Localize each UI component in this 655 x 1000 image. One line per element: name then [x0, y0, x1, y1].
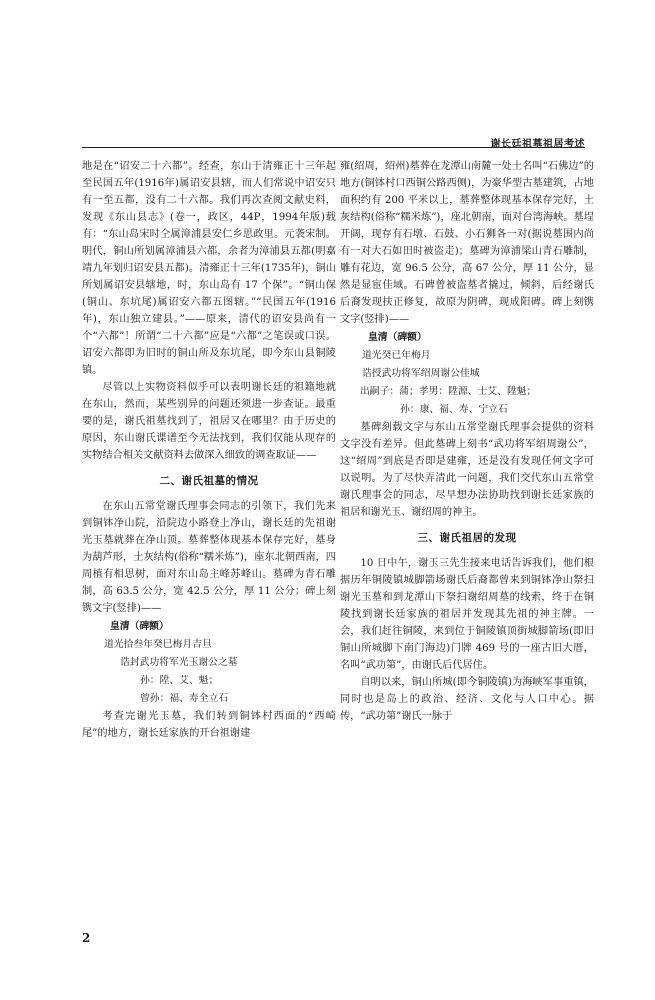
inscription-line: 曾孙：福、寿全立石 [140, 693, 229, 704]
inscription-block [340, 329, 594, 418]
header-rule [82, 147, 585, 148]
paragraph: 尽管以上实物资料似乎可以表明谢长廷的祖籍地就在东山，然而，某些别异的问题还须进一步查证。最重要的是，谢氏祖墓找到了，祖居又在哪里？由于历史的原因，东山谢氏谍谱至今无法找到，我们仅能从现存的实物结合相关文献资料去做深入细致的调查取证—— [82, 382, 336, 461]
inscription-line: 诰授武功将军绍周谢公佳城 [362, 368, 480, 379]
inscription-line: 道光癸已年梅月 [362, 350, 431, 361]
inscription-line: 出嗣子：蒲；孝男：陞源、士艾、陞魁； [360, 386, 537, 397]
inscription-block [82, 618, 336, 707]
paragraph: 自明以来，铜山所城(即今铜陵镇)为海峡军事重镇，同时也是岛上的政治、经济、文化与人口中心。据传，“武功第”谢氏一脉于 [340, 677, 594, 722]
paragraph: 地是在“诏安二十六都”。经查，东山于清雍正十三年起至民国五年(1916年)属诏安县辖，而人们常说中诏安只有一至五都，没有二十六都。我们再次查阅文献史料，发现《东山县志》(卷一，政区，44P，1994年版)载有：“东山岛宋时仝属漳浦县安仁乡思政里。元袭宋制。明代，铜山所划属漳浦县六都，余者为漳浦县五都(明嘉靖九年划归诏安县五都)。清雍正十三年(1735年)，铜山所划属诏安县辖地，时，东山岛有 17 个保”。“铜山保(铜山、东坑尾)属诏安六都五图辖。”“民国五年(1916年)，东山独立建县。”——原来，清代的诏安县尚有一个“六都”！所谓“二十六都”应是“六都”之笔误或口误。诏安六都即为旧时的铜山所及东坑尾，即今东山县铜陵镇。 [82, 161, 336, 376]
page-number: 2 [82, 931, 91, 945]
paragraph: 雍(绍周，绍州)墓葬在龙潭山南麓一处土名叫“石佛边”的地方(铜钵村口西铜公路西侧)，为豪华型古墓建筑，占地面积约有 200 平米以上，墓葬整体现基本保存完好，土灰结构(俗称“糯米炼”)，座北朝南，面对台湾海峡。墓埕开阔，现存有石墩、石鼓、小石狮各一对(据说墓围内尚有一对大石如田时被盗走)；墓碑为漳浦梁山青石雕制，雕有花边，宽 96.5 公分，高 67 公分，厚 11 公分，显然是显宦佳域。石碑曾被盗墓者撬过，倾斜，后经谢氏后裔发现扶正修复，故原为阴碑，现成阳碑。碑上刻镌文字(竖排)—— [340, 161, 594, 325]
section-heading-residence: 三、谢氏祖居的发现 [417, 532, 517, 544]
inscription-line: 道光拾叁年癸巳梅月吉旦 [104, 639, 212, 650]
inscription-line: 皇清（碑额） [110, 621, 169, 632]
section-heading-tombs: 二、谢氏祖墓的情况 [159, 475, 259, 487]
paragraph: 在东山五常堂谢氏理事会同志的引领下，我们先来到铜钵净山院，沿院边小路登上净山，谢长廷的先祖谢光玉墓就葬在净山顶。墓葬整体现基本保存完好，墓身为葫芦形，土灰结构(俗称“糯米炼”)，座东北朝西南，四周植有相思树，面对东山岛主峰苏峰山。墓碑为青石雕制，高 63.5 公分，宽 42.5 公分，厚 11 公分；碑上刻镌文字(竖排)—— [82, 501, 336, 614]
right-column [340, 158, 594, 725]
inscription-line: 诰封武功将军光玉谢公之墓 [120, 657, 238, 668]
inscription-line: 孙：康、福、寿、宁立石 [400, 404, 508, 415]
paragraph: 墓碑刻载文字与东山五常堂谢氏理事会提供的资料文字没有差异。但此墓碑上刻书“武功将军绍周谢公”，这“绍周”到底是否即是建雍，还是没有发现任何文字可以说明。为了尽快弄清此一问题，我们交代东山五常堂谢氏理事会的同志，尽早想办法协助找到谢长廷家族的祖居和谢光玉、谢绍周的神主。 [340, 422, 594, 518]
inscription-line: 孙：陞、艾、魁； [140, 675, 219, 686]
paragraph: 10 日中午，谢玉三先生接来电话告诉我们，他们根据历年铜陵镇城脚箭场谢氏后裔都曾来到铜钵净山祭扫谢光玉墓和到龙潭山下祭扫谢绍周墓的线索，终于在铜陵找到谢长廷家族的祖居并发现其先祖的神主牌。一会，我们赶往铜陵，来到位于铜陵镇顶街城脚箭场(即旧铜山所城脚下南门海边)门牌 469 号的一座古旧大厝，名叫“武功第”，由谢氏后代居住。 [340, 558, 594, 671]
left-column [82, 158, 336, 742]
running-head-title: 谢长廷祖墓祖居考述 [490, 139, 585, 150]
inscription-line: 皇清（碑额） [368, 332, 427, 343]
paragraph: 考查完谢光玉墓，我们转到铜钵村西面的“西崎尾”的地方，谢长廷家族的开台祖谢建 [82, 711, 336, 739]
